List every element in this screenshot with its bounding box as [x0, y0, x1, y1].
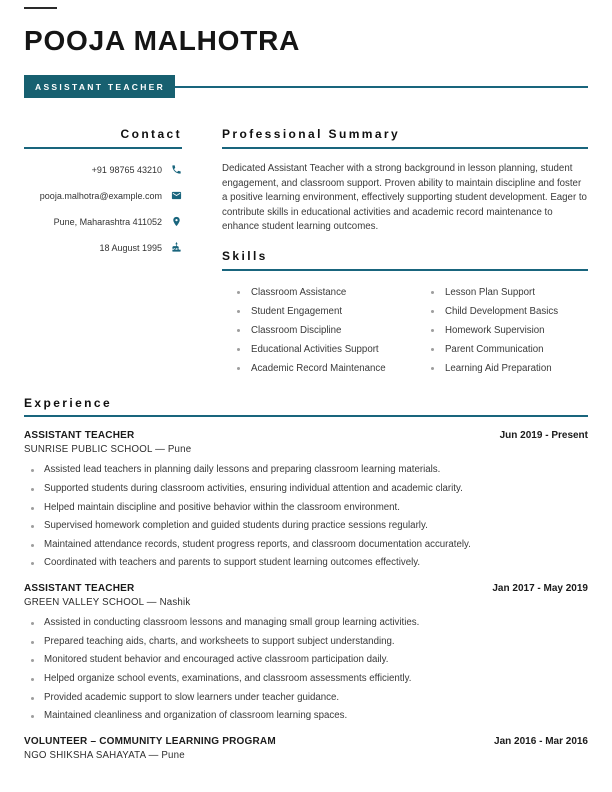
job-bullet — [24, 636, 588, 649]
person-name: POOJA MALHOTRA — [24, 25, 301, 56]
bullet-dot — [237, 291, 240, 294]
bullet-dot — [237, 329, 240, 332]
contact-item-location — [24, 216, 182, 227]
location-pin-icon — [171, 216, 182, 227]
bullet-dot — [31, 622, 34, 625]
experience-entry-3 — [24, 736, 588, 761]
contact-heading-rule — [24, 147, 182, 149]
top-accent-dash — [24, 7, 57, 9]
skill-label: Parent Communication — [444, 343, 544, 355]
job-bullet — [24, 483, 588, 496]
skill-label: Classroom Discipline — [251, 324, 342, 336]
skill-item — [222, 340, 416, 359]
job-bullet — [24, 617, 588, 630]
job-bullet-text: Assisted in conducting classroom lessons and managing small group learning activities. — [44, 617, 420, 629]
experience-heading-rule — [24, 415, 588, 417]
bullet-dot — [31, 488, 34, 491]
job-title-badge: ASSISTANT TEACHER — [24, 75, 175, 99]
skill-item — [222, 359, 416, 378]
skill-label: Classroom Assistance — [251, 286, 347, 298]
birth-date: 18 August 1995 — [99, 242, 162, 253]
contact-list — [24, 164, 182, 253]
job-title: ASSISTANT TEACHER — [24, 430, 135, 442]
job-bullet-list — [24, 464, 588, 570]
skill-label: Learning Aid Preparation — [444, 362, 552, 374]
phone-number: +91 98765 43210 — [91, 164, 162, 175]
bullet-dot — [237, 310, 240, 313]
job-header — [24, 736, 588, 747]
summary-text: Dedicated Assistant Teacher with a strong background in lesson planning, student engagement, and classroom support. Proven ability to maintain discipline and foster a positive learning environment, effectively supporting student development. Eager to contribute skills in educational activities and academic record maintenance to enhance student learning outcomes. — [222, 163, 587, 233]
job-title: ASSISTANT TEACHER — [24, 583, 135, 595]
skill-item — [222, 302, 416, 321]
two-column-area — [24, 128, 588, 377]
job-bullet — [24, 539, 588, 552]
job-bullet — [24, 557, 588, 570]
summary-section — [222, 128, 588, 235]
main-column — [222, 128, 588, 377]
location-text: Pune, Maharashtra 411052 — [53, 216, 162, 227]
skills-column-1 — [222, 283, 416, 378]
job-dates: Jan 2016 - Mar 2016 — [494, 735, 588, 747]
birthday-cake-icon — [171, 242, 182, 253]
job-title-badge-row — [24, 75, 588, 99]
bullet-dot — [31, 544, 34, 547]
skill-item — [416, 321, 588, 340]
phone-icon — [171, 164, 182, 175]
contact-heading: Contact — [120, 127, 182, 142]
bullet-dot — [31, 525, 34, 528]
job-bullet-text: Monitored student behavior and encouraged active classroom participation daily. — [44, 654, 389, 666]
skill-item — [416, 340, 588, 359]
job-bullet-text: Coordinated with teachers and parents to support student learning outcomes effectively. — [44, 557, 421, 569]
job-header — [24, 430, 588, 441]
bullet-dot — [237, 367, 240, 370]
job-bullet-text: Supported students during classroom activities, ensuring individual attention and academic clarity. — [44, 483, 463, 495]
experience-entry-2 — [24, 583, 588, 723]
skill-item — [416, 359, 588, 378]
job-bullet — [24, 654, 588, 667]
job-bullet — [24, 502, 588, 515]
bullet-dot — [31, 697, 34, 700]
experience-heading: Experience — [24, 395, 113, 410]
job-bullet-text: Provided academic support to slow learners under teacher guidance. — [44, 691, 340, 703]
bullet-dot — [431, 291, 434, 294]
summary-heading: Professional Summary — [222, 127, 401, 142]
job-dates: Jan 2017 - May 2019 — [492, 583, 588, 595]
skill-item — [222, 321, 416, 340]
skill-item — [416, 302, 588, 321]
job-bullet-list — [24, 617, 588, 723]
job-dates: Jun 2019 - Present — [499, 430, 588, 442]
bullet-dot — [31, 469, 34, 472]
job-bullet-text: Helped organize school events, examinations, and classroom assessments efficiently. — [44, 672, 412, 684]
bullet-dot — [31, 641, 34, 644]
contact-column — [24, 128, 182, 377]
contact-item-birthdate — [24, 242, 182, 253]
job-bullet-text: Maintained attendance records, student progress reports, and classroom documentation accurately. — [44, 538, 471, 550]
skill-label: Homework Supervision — [444, 324, 545, 336]
job-bullet — [24, 673, 588, 686]
bullet-dot — [431, 310, 434, 313]
job-bullet-text: Maintained cleanliness and organization of classroom learning spaces. — [44, 710, 348, 722]
job-bullet-text: Supervised homework completion and guided students during practice sessions regularly. — [44, 520, 428, 532]
skill-label: Child Development Basics — [444, 305, 559, 317]
bullet-dot — [31, 678, 34, 681]
job-bullet-text: Assisted lead teachers in planning daily lessons and preparing classroom learning materials. — [44, 464, 441, 476]
skills-section — [222, 250, 588, 378]
skill-label: Lesson Plan Support — [444, 286, 535, 298]
skill-item — [416, 283, 588, 302]
bullet-dot — [31, 715, 34, 718]
job-bullet — [24, 710, 588, 723]
header-accent-rule — [175, 86, 588, 88]
bullet-dot — [31, 659, 34, 662]
bullet-dot — [31, 562, 34, 565]
skill-label: Educational Activities Support — [251, 343, 379, 355]
envelope-icon — [171, 190, 182, 201]
skill-label: Student Engagement — [251, 305, 343, 317]
bullet-dot — [431, 329, 434, 332]
job-bullet — [24, 520, 588, 533]
bullet-dot — [31, 507, 34, 510]
skills-heading: Skills — [222, 248, 268, 263]
bullet-dot — [237, 348, 240, 351]
contact-item-email — [24, 190, 182, 201]
summary-heading-rule — [222, 147, 588, 149]
skill-item — [222, 283, 416, 302]
experience-section — [24, 397, 588, 761]
job-bullet — [24, 692, 588, 705]
skill-label: Academic Record Maintenance — [251, 362, 386, 374]
job-organization: SUNRISE PUBLIC SCHOOL — Pune — [24, 444, 192, 456]
bullet-dot — [431, 367, 434, 370]
job-organization: NGO SHIKSHA SAHAYATA — Pune — [24, 749, 185, 761]
email-address: pooja.malhotra@example.com — [39, 190, 162, 201]
job-bullet-text: Prepared teaching aids, charts, and worksheets to support subject understanding. — [44, 635, 395, 647]
skills-heading-rule — [222, 269, 588, 271]
bullet-dot — [431, 348, 434, 351]
job-bullet — [24, 464, 588, 477]
experience-entry-1 — [24, 430, 588, 570]
job-bullet-text: Helped maintain discipline and positive behavior within the classroom environment. — [44, 501, 400, 513]
job-title: VOLUNTEER – COMMUNITY LEARNING PROGRAM — [24, 735, 276, 747]
skills-grid — [222, 283, 588, 378]
job-header — [24, 583, 588, 594]
job-organization: GREEN VALLEY SCHOOL — Nashik — [24, 597, 191, 609]
contact-item-phone — [24, 164, 182, 175]
skills-column-2 — [416, 283, 588, 378]
